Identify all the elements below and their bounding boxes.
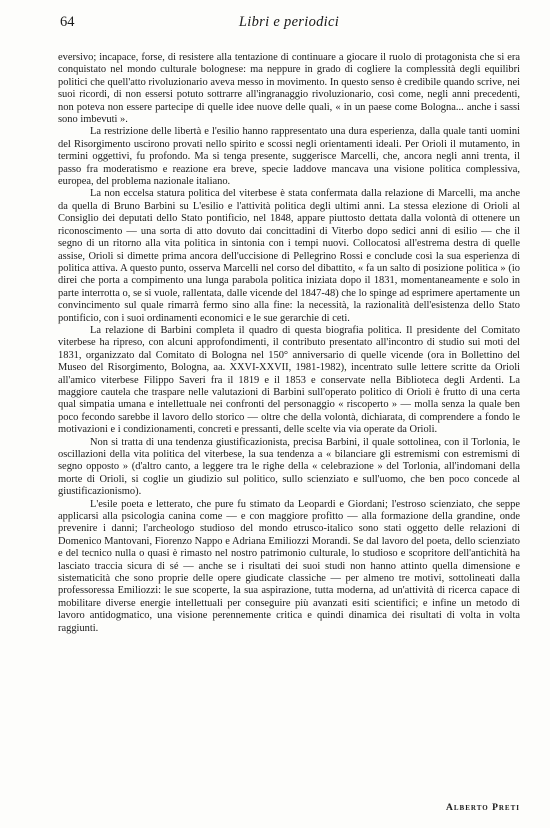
paragraph: La relazione di Barbini completa il quadro di questa biografia politica. Il presidente del Comitato viterbese ha ripreso, con alcuni approfondimenti, il contributo presentato all'incontro di studio sui moti del 1831, organizzato dal Comitato di Bologna nel 150° anniversario di quelle vicende (ora in Bollettino del Museo del Risorgimento, Bologna, aa. XXVI-XXVII, 1981-1982), incentrato sulle lettere scritte da Orioli all'amico viterbese Filippo Saveri fra il 1819 e il 1853 e conservate nella Biblioteca degli Ardenti. La maggiore cautela che traspare nelle valutazioni di Barbini sull'operato politico di Orioli è frutto di una certa qual simpatia umana e intellettuale nei confronti del personaggio « riscoperto » — molla senza la quale ben poco fecondo sarebbe il lavoro dello storico — oltre che della volontà, dichiarata, di comprendere a fondo le motivazioni e i condizionamenti, concreti e pressanti, delle scelte via via operate da Orioli.	[58, 324, 520, 436]
running-head: Libri e periodici	[238, 14, 340, 30]
page-header	[58, 14, 520, 36]
article-body	[58, 52, 520, 635]
paragraph: La restrizione delle libertà e l'esilio hanno rappresentato una dura esperienza, dalla quale tanti uomini del Risorgimento uscirono provati nello spirito e scossi negli orientamenti ideali. Per Orioli il mutamento, in termini oggettivi, fu profondo. Ma si tenga presente, suggerisce Marcelli, che, ancora negli anni trenta, il passo fra moderatismo e reazione era breve, specie laddove mancava una visione politica complessiva, europea, del problema nazionale italiano.	[58, 126, 520, 188]
author-signature: Alberto Preti	[446, 803, 520, 813]
paragraph: L'esile poeta e letterato, che pure fu stimato da Leopardi e Giordani; l'estroso scienziato, che seppe applicarsi alla psicologia canina come — e con maggiore profitto — alla formazione della grandine, onde prevenire i danni; l'archeologo studioso del mondo etrusco-italico sono stati oggetto delle relazioni di Domenico Mantovani, Fiorenzo Nappo e Adriana Emiliozzi Morandi. Se dal lavoro del poeta, dello scienziato e del tecnico nulla o quasi è rimasto nel nostro patrimonio culturale, lo studioso e scopritore dell'antichità ha lasciato traccia sicura di sé — anche se i risultati dei suoi studi non hanno attinto quella dimensione e sistematicità che sono proprie delle opere giudicate classiche — per almeno tre motivi, sottolineati dalla professoressa Emiliozzi: le sue scoperte, la sua aspirazione, tutta moderna, ad un'attività di ricerca capace di mobilitare diverse energie intellettuali per conseguire più avanzati esiti scientifici; e infine un metodo di lavoro antidogmatico, una visione perennemente critica e quindi dinamica dei risultati di volta in volta raggiunti.	[58, 498, 520, 634]
paragraph: eversivo; incapace, forse, di resistere alla tentazione di continuare a giocare il ruolo di protagonista che si era conquistato nel mondo culturale bolognese: ma neppure in grado di cogliere la complessità degli equilibri politici che quell'atto rivoluzionario aveva messo in movimento. In questo senso è credibile quando scrive, nei suoi ricordi, di non essersi potuto sottrarre all'ingranaggio rivoluzionario, così come, negli anni precedenti, non poteva non essere partecipe di quelle idee nuove delle quali, « in un paese come Bologna... anche i sassi sono imbevuti ».	[58, 52, 520, 126]
paragraph: Non si tratta di una tendenza giustificazionista, precisa Barbini, il quale sottolinea, con il Torlonia, le oscillazioni della vita politica del viterbese, la sua tendenza a « bilanciare gli estremismi con estremismi di segno opposto » (d'altro canto, a leggere tra le righe della « celebrazione » del Torlonia, all'indomani della morte di Orioli, si coglie un giudizio sul politico, sullo scienziato e sull'uomo, che ben poco concede al giustificazionismo).	[58, 436, 520, 498]
page-number: 64	[60, 14, 75, 30]
paragraph: La non eccelsa statura politica del viterbese è stata confermata dalla relazione di Marcelli, ma anche da quella di Bruno Barbini su L'esilio e l'attività politica degli ultimi anni. La stessa elezione di Orioli al Consiglio dei deputati dello Stato pontificio, nel 1848, appare piuttosto dettata dalla volontà di ottenere un riconoscimento — una sorta di atto dovuto dai concittadini di Viterbo dopo sedici anni di esilio — che il segno di un ritorno alla vita politica in sintonia con i tempi nuovi. Collocatosi all'estrema destra di quelle assise, Orioli si dimette prima ancora dell'uccisione di Pellegrino Rossi e conclude così la sua esperienza di politica attiva. A questo punto, osserva Marcelli nel corso del dibattito, « fa un salto di posizione politica » (io direi che porta a compimento una lunga parabola politica iniziata dopo il 1831, momentaneamente e solo in parte interrotta o, se si vuole, rallentata, dalle vicende del 1847-48) che lo spinge ad esprimere apertamente un convincimento sul quale rimarrà fermo sino alla fine: la necessità, la razionalità dell'esistenza dello Stato pontificio, con i suoi ordinamenti economici e le sue gerarchie di ceti.	[58, 188, 520, 324]
